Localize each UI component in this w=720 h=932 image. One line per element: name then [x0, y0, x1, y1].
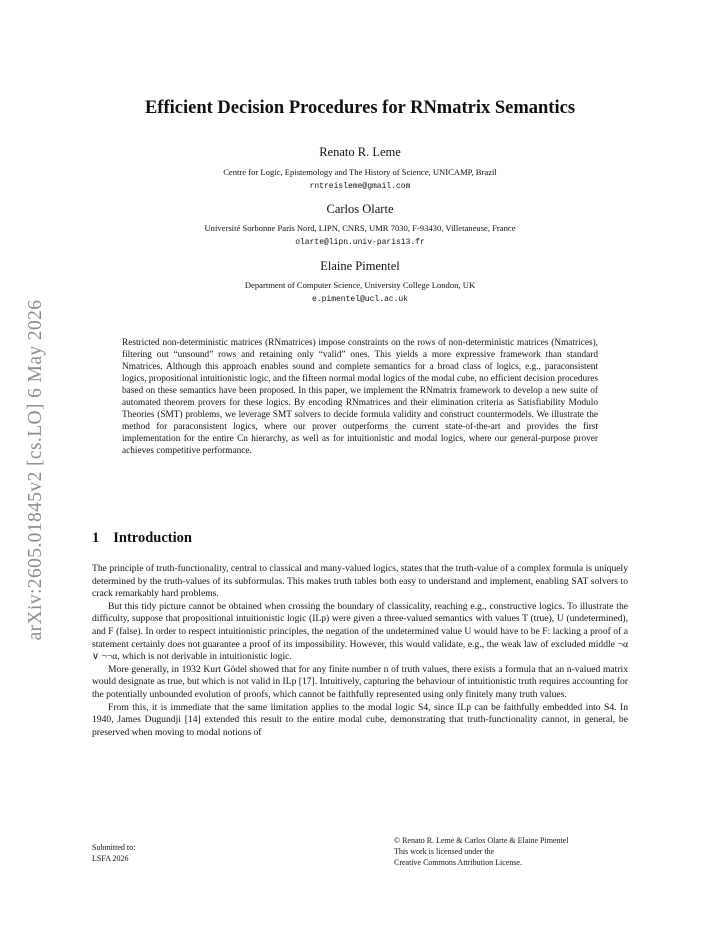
license-name: Creative Commons Attribution License.: [394, 858, 522, 867]
section-heading: [92, 530, 206, 547]
author-email: rntreisleme@gmail.com: [309, 182, 411, 191]
submission-venue: LSFA 2026: [92, 854, 129, 863]
arxiv-identifier: arXiv:2605.01845v2 [cs.LO] 6 May 2026: [25, 299, 46, 641]
section-number: 1: [92, 530, 100, 546]
paragraph: From this, it is immediate that the same limitation applies to the modal logic S4, since ILp can be faithfully embedded into S4. In 1940, James Dugundji [14] extended this result to the entire modal cube, demonstrating that truth-functionality cannot, in general, be preserved when moving to modal notions of: [92, 701, 628, 738]
submission-label: Submitted to:: [92, 843, 136, 852]
author-name: Renato R. Leme: [319, 145, 401, 159]
section-title: Introduction: [113, 530, 192, 546]
author-email: olarte@lipn.univ-paris13.fr: [295, 238, 425, 247]
author-name: Carlos Olarte: [326, 202, 394, 216]
author-affiliation: Centre for Logic, Epistemology and The History of Science, UNICAMP, Brazil: [223, 167, 497, 177]
author-name: Elaine Pimentel: [320, 259, 400, 273]
author-affiliation: Université Sorbonne Paris Nord, LIPN, CNRS, UMR 7030, F-93430, Villetaneuse, France: [204, 223, 516, 233]
author-affiliation: Department of Computer Science, University College London, UK: [244, 280, 476, 290]
paragraph: But this tidy picture cannot be obtained when crossing the boundary of classicality, reaching e.g., constructive logics. To illustrate the difficulty, suppose that propositional intuitionistic logic (ILp) were given a three-valued semantics with values T (true), U (undetermined), and F (false). In order to respect intuitionistic principles, the negation of the undetermined value U would have to be F: lacking a proof of a statement certainly does not guarantee a proof of its impossibility. However, this would validate, e.g., the weak law of excluded middle ¬α ∨ ¬¬α, which is not derivable in intuitionistic logic.: [92, 600, 628, 663]
copyright-line: © Renato R. Leme & Carlos Olarte & Elaine Pimentel: [394, 836, 569, 845]
paragraph: More generally, in 1932 Kurt Gödel showed that for any finite number n of truth values, there exists a formula that an n-valued matrix would designate as true, but which is not valid in ILp [17]. Intuitively, capturing the behaviour of intuitionistic truth requires accounting for the potentially unbounded evolution of proofs, which cannot be faithfully represented using only finitely many truth values.: [92, 663, 628, 700]
paragraph: The principle of truth-functionality, central to classical and many-valued logics, states that the truth-value of a complex formula is uniquely determined by the truth-values of its subformulas. This makes truth tables both easy to understand and implement, enabling SAT solvers to crack remarkably hard problems.: [92, 563, 628, 600]
author-email: e.pimentel@ucl.ac.uk: [311, 295, 408, 304]
submission-note: [92, 842, 135, 864]
license-note: [394, 835, 568, 868]
paper-title: Efficient Decision Procedures for RNmatrix Semantics: [144, 98, 576, 118]
abstract: Restricted non-deterministic matrices (RNmatrices) impose constraints on the rows of non-deterministic matrices (Nmatrices), filtering out “unsound” rows and retaining only “valid” ones. This yields a more expressive framework than standard Nmatrices. Although this approach enables sound and complete semantics for a broad class of logics, e.g., paraconsistent logics, propositional intuitionistic logic, and the fifteen normal modal logics of the modal cube, no efficient decision procedures based on these semantics have been proposed. In this paper, we implement the RNmatrix framework to develop a new suite of automated theorem provers for these logics. By encoding RNmatrices and their elimination criteria as Satisfiability Modulo Theories (SMT) problems, we leverage SMT solvers to decide formula validity and construct countermodels. We illustrate the method for paraconsistent logics, where our prover outperforms the current state-of-the-art and provides the first implementation for the entire Cn hierarchy, as well as for intuitionistic and modal logics, where our general-purpose prover achieves competitive performance.: [122, 338, 598, 456]
license-line: This work is licensed under the: [394, 847, 495, 856]
section-body: [92, 563, 628, 739]
